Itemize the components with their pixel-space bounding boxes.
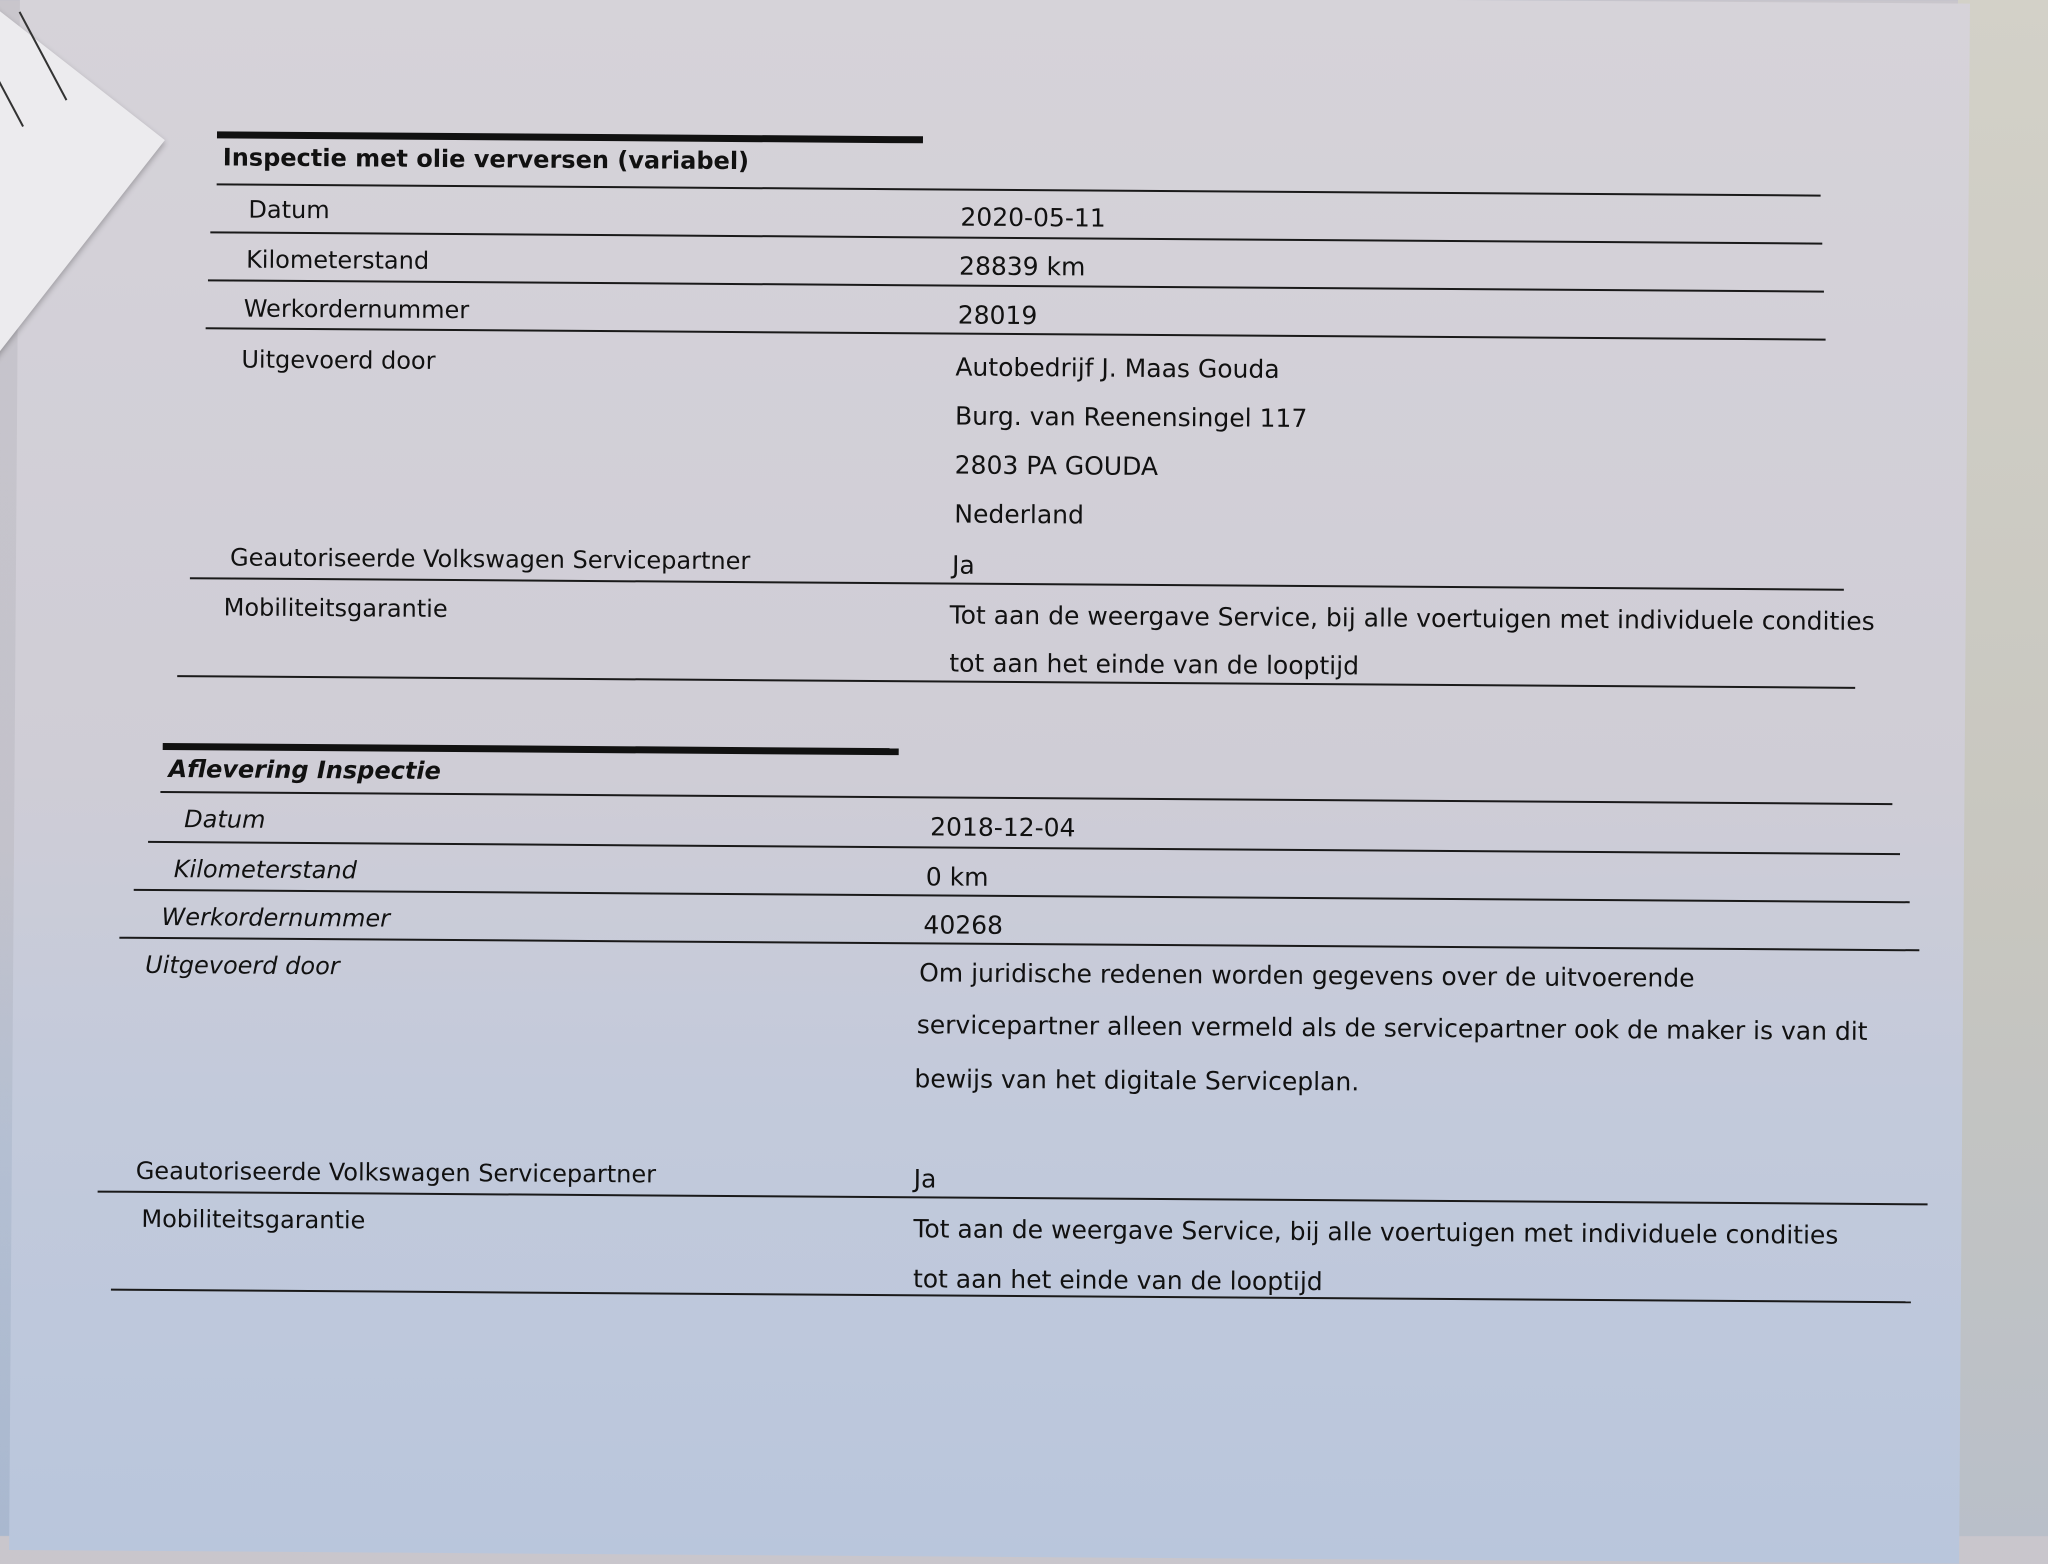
divider (190, 577, 1844, 591)
datum-label: Datum (184, 805, 266, 834)
background-wall (1958, 0, 2048, 1536)
kilometerstand-label: Kilometerstand (246, 245, 430, 275)
werkordernummer-value: 40268 (923, 910, 1004, 940)
uitgevoerd-door-line: servicepartner alleen vermeld als de servicepartner ook de maker is van dit (916, 1010, 1868, 1046)
service-document (9, 0, 1970, 1564)
divider (98, 1191, 1928, 1206)
mobiliteitsgarantie-label: Mobiliteitsgarantie (223, 593, 448, 624)
section-1-title: Inspectie met olie verversen (variabel) (222, 143, 750, 176)
mobiliteitsgarantie-line: tot aan het einde van de looptijd (912, 1264, 1323, 1297)
servicepartner-label: Geautoriseerde Volkswagen Servicepartner (229, 543, 751, 576)
datum-value: 2020-05-11 (960, 202, 1106, 233)
mobiliteitsgarantie-line: tot aan het einde van de looptijd (949, 648, 1360, 681)
mobiliteitsgarantie-label: Mobiliteitsgarantie (141, 1204, 366, 1235)
divider (148, 841, 1900, 855)
divider (134, 889, 1910, 903)
uitgevoerd-door-line: Om juridische redenen worden gegevens over de uitvoerende (919, 958, 1695, 993)
werkordernummer-value: 28019 (957, 300, 1038, 331)
divider (119, 937, 1919, 952)
datum-value: 2018-12-04 (930, 812, 1076, 843)
werkordernummer-label: Werkordernummer (243, 294, 470, 325)
werkordernummer-label: Werkordernummer (161, 903, 391, 933)
divider (208, 279, 1824, 292)
servicepartner-label: Geautoriseerde Volkswagen Servicepartner (135, 1156, 657, 1189)
datum-label: Datum (248, 195, 330, 225)
divider (217, 183, 1821, 196)
mobiliteitsgarantie-line: Tot aan de weergave Service, bij alle voertuigen met individuele condities (913, 1214, 1839, 1250)
uitgevoerd-door-line: Autobedrijf J. Maas Gouda (955, 352, 1280, 384)
divider (210, 231, 1822, 244)
divider (160, 791, 1892, 805)
servicepartner-value: Ja (951, 550, 975, 580)
servicepartner-value: Ja (913, 1164, 937, 1194)
uitgevoerd-door-line: bewijs van het digitale Serviceplan. (914, 1064, 1360, 1097)
uitgevoerd-door-line: Burg. van Reenensingel 117 (954, 401, 1308, 433)
uitgevoerd-door-label: Uitgevoerd door (145, 950, 340, 981)
mobiliteitsgarantie-line: Tot aan de weergave Service, bij alle voertuigen met individuele condities (949, 600, 1875, 636)
kilometerstand-label: Kilometerstand (173, 855, 357, 885)
kilometerstand-value: 0 km (925, 862, 989, 892)
uitgevoerd-door-line: 2803 PA GOUDA (954, 450, 1159, 481)
section-2-bar (163, 743, 899, 755)
uitgevoerd-door-label: Uitgevoerd door (241, 345, 436, 375)
kilometerstand-value: 28839 km (958, 251, 1086, 282)
section-2-title: Aflevering Inspectie (168, 755, 441, 785)
uitgevoerd-door-line: Nederland (954, 499, 1085, 530)
section-1-bar (217, 131, 923, 143)
